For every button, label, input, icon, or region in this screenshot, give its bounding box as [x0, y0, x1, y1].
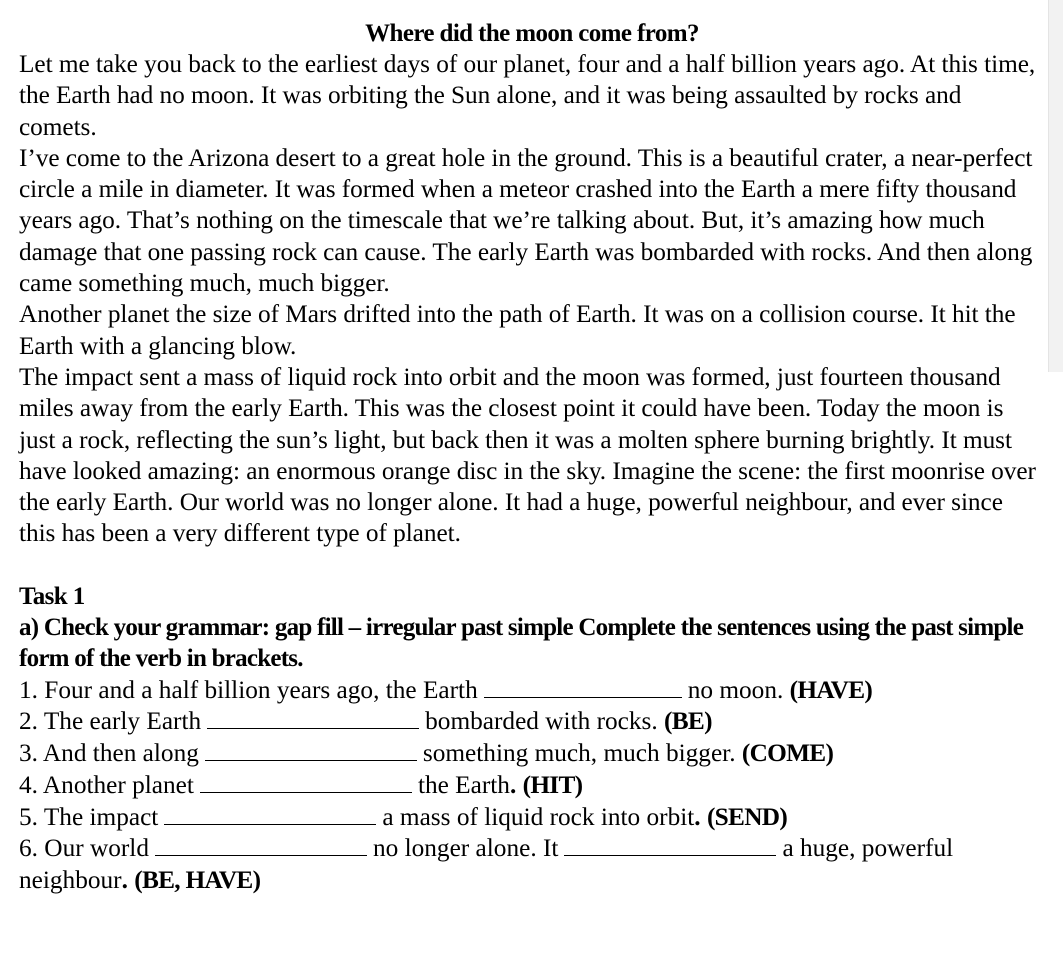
answer-blank[interactable]	[200, 788, 412, 793]
item-text: 2. The early Earth	[19, 707, 202, 736]
answer-blank[interactable]	[564, 851, 776, 856]
verb-hint: (BE, HAVE)	[134, 865, 261, 894]
paragraph-3: Another planet the size of Mars drifted into the path of Earth. It was on a collision course. It hit the Earth with a glancing blow.	[19, 300, 1016, 360]
verb-hint: (SEND)	[706, 802, 788, 831]
answer-blank[interactable]	[207, 724, 419, 729]
spacer	[19, 550, 1039, 581]
item-text: a huge, powerful neighbour	[19, 834, 954, 894]
task-heading: Task 1	[19, 582, 85, 610]
answer-blank[interactable]	[155, 851, 367, 856]
paragraph-1: Let me take you back to the earliest days of our planet, four and a half billion years ago. At this time, the Earth had no moon. It was orbiting the Sun alone, and it was being assaulted by rocks and comets.	[19, 50, 1036, 141]
item-text: something much, much bigger.	[422, 739, 736, 768]
verb-hint: (HIT)	[522, 770, 583, 799]
item-text: 1. Four and a half billion years ago, the Earth	[19, 675, 478, 704]
exercise-item-4	[19, 770, 1039, 802]
verb-hint: (BE)	[664, 707, 712, 736]
scrollbar[interactable]	[1048, 0, 1063, 372]
item-text: no longer alone. It	[372, 834, 559, 863]
paragraph-4: The impact sent a mass of liquid rock into orbit and the moon was formed, just fourteen thousand miles away from the early Earth. This was the closest point it could have been. Today the moon is just a rock, reflecting the sun’s light, but back then it was a molten sphere burning brightly. It must have looked amazing: an enormous orange disc in the sky. Imagine the scene: the first moonrise over the early Earth. Our world was no longer alone. It had a huge, powerful neighbour, and ever since this has been a very different type of planet.	[19, 362, 1036, 548]
item-text: a mass of liquid rock into orbit	[382, 802, 695, 831]
answer-blank[interactable]	[164, 820, 376, 825]
item-text: 6. Our world	[19, 834, 149, 863]
task-instruction: a) Check your grammar: gap fill – irregular past simple Complete the sentences using the past simple form of the verb in brackets.	[19, 613, 1024, 673]
verb-hint: (COME)	[741, 739, 834, 768]
item-text: no moon.	[687, 675, 784, 704]
document-title: Where did the moon come from?	[365, 20, 699, 47]
exercise-item-6	[19, 833, 1039, 896]
item-text: 4. Another planet	[19, 770, 194, 799]
item-punctuation: .	[694, 802, 701, 831]
item-text: bombarded with rocks.	[425, 707, 658, 736]
item-text: 5. The impact	[19, 802, 159, 831]
item-punctuation: .	[509, 770, 517, 799]
item-text: the Earth	[417, 770, 510, 799]
exercise-item-3	[19, 738, 1039, 770]
exercise-item-1	[19, 675, 1039, 707]
answer-blank[interactable]	[205, 756, 417, 761]
exercise-item-5	[19, 802, 1039, 834]
item-punctuation: .	[121, 865, 128, 894]
paragraph-2: I’ve come to the Arizona desert to a great hole in the ground. This is a beautiful crater, a near-perfect circle a mile in diameter. It was formed when a meteor crashed into the Earth a mere fifty thousand years ago. That’s nothing on the timescale that we’re talking about. But, it’s amazing how much damage that one passing rock can cause. The early Earth was bombarded with rocks. And then along came something much, much bigger.	[19, 143, 1033, 298]
exercise-item-2	[19, 706, 1039, 738]
verb-hint: (HAVE)	[789, 675, 873, 704]
answer-blank[interactable]	[484, 693, 682, 698]
item-text: 3. And then along	[19, 739, 199, 768]
document-page	[19, 18, 1039, 897]
